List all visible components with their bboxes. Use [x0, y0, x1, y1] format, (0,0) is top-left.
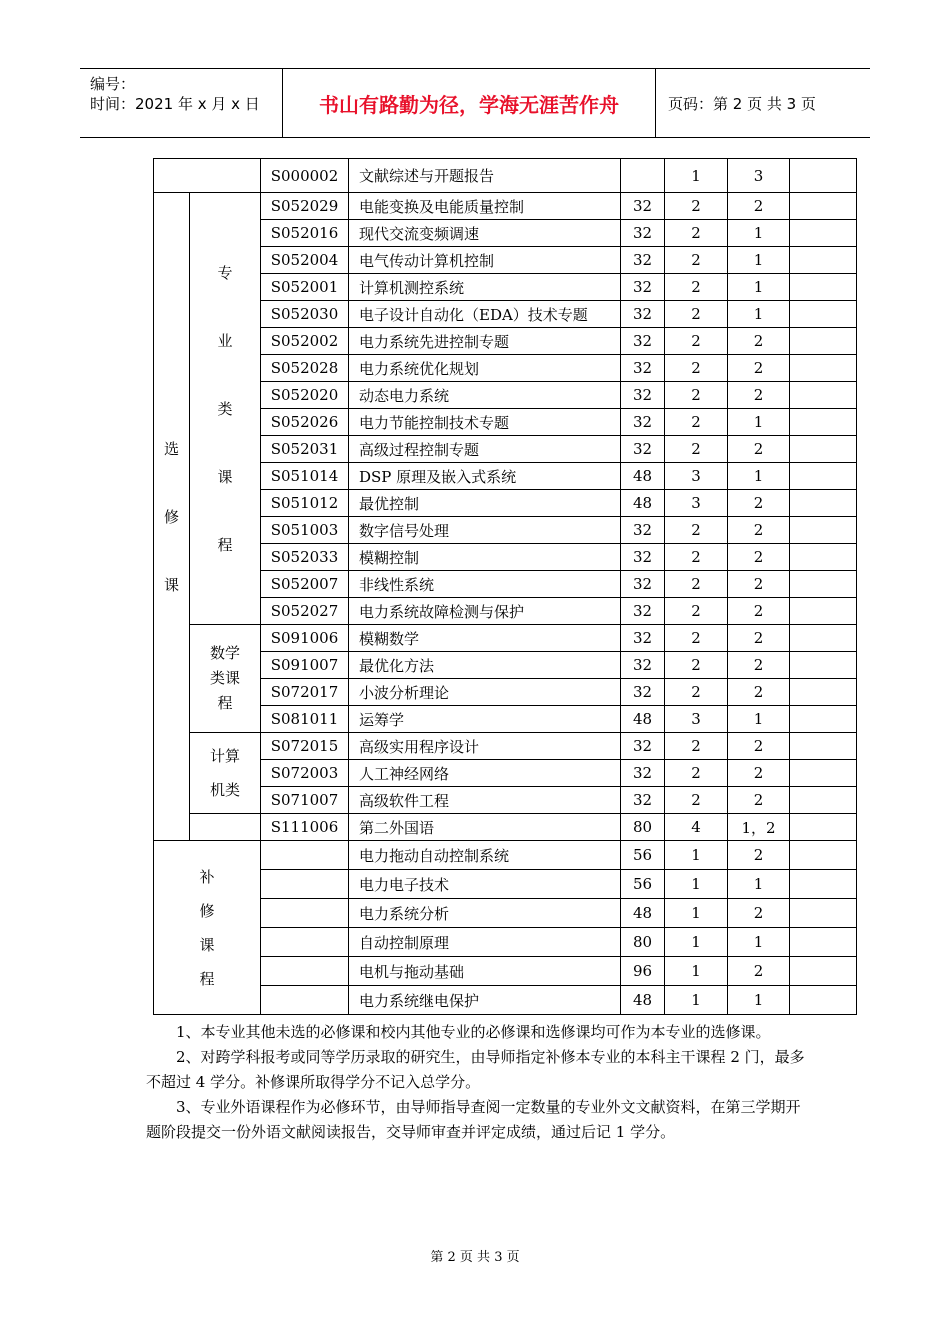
- table-row: [154, 625, 857, 652]
- course-name: 模糊控制: [349, 544, 621, 571]
- course-code: S052020: [261, 382, 349, 409]
- course-note: [790, 193, 857, 220]
- course-semester: 1: [728, 274, 790, 301]
- course-note: [790, 301, 857, 328]
- course-credits: 4: [665, 814, 728, 841]
- header-meta: [80, 69, 283, 137]
- course-semester: 1，2: [728, 814, 790, 841]
- course-hours: 80: [621, 928, 665, 957]
- course-name: 电力电子技术: [349, 870, 621, 899]
- table-row: [154, 159, 857, 193]
- course-code: S072003: [261, 760, 349, 787]
- course-hours: 32: [621, 220, 665, 247]
- group-label-char: 程: [217, 694, 233, 712]
- course-note: [790, 463, 857, 490]
- course-hours: 32: [621, 625, 665, 652]
- course-code: S052028: [261, 355, 349, 382]
- course-code: [261, 841, 349, 870]
- course-credits: 1: [665, 159, 728, 193]
- course-semester: 1: [728, 928, 790, 957]
- course-semester: 2: [728, 382, 790, 409]
- course-note: [790, 928, 857, 957]
- course-hours: 32: [621, 679, 665, 706]
- course-semester: 1: [728, 986, 790, 1015]
- course-name: 高级实用程序设计: [349, 733, 621, 760]
- course-semester: 2: [728, 571, 790, 598]
- course-code: S052029: [261, 193, 349, 220]
- group-label: [190, 193, 261, 625]
- course-name: 第二外国语: [349, 814, 621, 841]
- course-hours: 32: [621, 436, 665, 463]
- group-label-char: 修: [163, 507, 179, 526]
- course-credits: 2: [665, 382, 728, 409]
- course-name: 电力系统先进控制专题: [349, 328, 621, 355]
- course-name: 运筹学: [349, 706, 621, 733]
- group-label-char: 类课: [209, 669, 240, 687]
- course-semester: 1: [728, 463, 790, 490]
- course-credits: 3: [665, 706, 728, 733]
- course-code: S000002: [261, 159, 349, 193]
- course-name: 电力系统优化规划: [349, 355, 621, 382]
- course-hours: 48: [621, 706, 665, 733]
- course-credits: 2: [665, 328, 728, 355]
- course-code: [261, 986, 349, 1015]
- course-hours: 32: [621, 598, 665, 625]
- table-row: [154, 841, 857, 870]
- course-note: [790, 760, 857, 787]
- course-name: 电力系统继电保护: [349, 986, 621, 1015]
- course-semester: 2: [728, 652, 790, 679]
- course-name: 高级软件工程: [349, 787, 621, 814]
- course-note: [790, 490, 857, 517]
- course-credits: 1: [665, 870, 728, 899]
- group-label-char: 计算: [209, 747, 240, 765]
- course-code: [261, 928, 349, 957]
- course-hours: 56: [621, 841, 665, 870]
- course-name: 电力拖动自动控制系统: [349, 841, 621, 870]
- course-credits: 2: [665, 760, 728, 787]
- course-credits: 2: [665, 652, 728, 679]
- notes-section: [146, 1020, 814, 1145]
- course-name: 自动控制原理: [349, 928, 621, 957]
- course-semester: 2: [728, 355, 790, 382]
- group-label-text: [199, 860, 214, 996]
- course-hours: 32: [621, 760, 665, 787]
- course-hours: [621, 159, 665, 193]
- course-semester: 1: [728, 870, 790, 899]
- table-row: [154, 193, 857, 220]
- course-code: S081011: [261, 706, 349, 733]
- course-name: 电力节能控制技术专题: [349, 409, 621, 436]
- course-semester: 2: [728, 733, 790, 760]
- course-code: S071007: [261, 787, 349, 814]
- course-hours: 32: [621, 409, 665, 436]
- note-item: 2、对跨学科报考或同等学历录取的研究生，由导师指定补修本专业的本科主干课程 2 门，最多不超过 4 学分。补修课所取得学分不记入总学分。: [146, 1048, 805, 1091]
- course-code: S052030: [261, 301, 349, 328]
- course-code: S052026: [261, 409, 349, 436]
- course-semester: 1: [728, 220, 790, 247]
- course-hours: 48: [621, 899, 665, 928]
- course-note: [790, 957, 857, 986]
- course-name: 现代交流变频调速: [349, 220, 621, 247]
- course-code: S052001: [261, 274, 349, 301]
- course-code: S051012: [261, 490, 349, 517]
- course-hours: 32: [621, 301, 665, 328]
- header-motto: 书山有路勤为径，学海无涯苦作舟: [319, 92, 619, 117]
- header-page-info-cell: [656, 69, 870, 137]
- group-label-char: 程: [199, 969, 215, 988]
- course-credits: 2: [665, 733, 728, 760]
- course-note: [790, 870, 857, 899]
- course-code: S052004: [261, 247, 349, 274]
- course-credits: 2: [665, 193, 728, 220]
- course-credits: 2: [665, 517, 728, 544]
- course-code: S052016: [261, 220, 349, 247]
- course-hours: 32: [621, 787, 665, 814]
- course-hours: 48: [621, 986, 665, 1015]
- course-semester: 2: [728, 899, 790, 928]
- course-hours: 32: [621, 544, 665, 571]
- course-code: S052002: [261, 328, 349, 355]
- course-code: S091006: [261, 625, 349, 652]
- course-note: [790, 986, 857, 1015]
- course-code: S051014: [261, 463, 349, 490]
- course-code: S051003: [261, 517, 349, 544]
- course-name: 电力系统故障检测与保护: [349, 598, 621, 625]
- course-hours: 48: [621, 463, 665, 490]
- course-hours: 56: [621, 870, 665, 899]
- course-hours: 32: [621, 517, 665, 544]
- course-name: 模糊数学: [349, 625, 621, 652]
- course-code: [261, 957, 349, 986]
- course-name: 非线性系统: [349, 571, 621, 598]
- course-hours: 96: [621, 957, 665, 986]
- course-code: S072017: [261, 679, 349, 706]
- course-hours: 32: [621, 193, 665, 220]
- course-hours: 32: [621, 382, 665, 409]
- course-semester: 2: [728, 598, 790, 625]
- course-hours: 32: [621, 571, 665, 598]
- course-note: [790, 409, 857, 436]
- course-note: [790, 787, 857, 814]
- group-label-char: 业: [217, 331, 233, 350]
- course-credits: 2: [665, 571, 728, 598]
- course-semester: 1: [728, 706, 790, 733]
- course-name: 电机与拖动基础: [349, 957, 621, 986]
- course-semester: 2: [728, 490, 790, 517]
- course-credits: 2: [665, 625, 728, 652]
- document-time-label: 时间：2021 年 x 月 x 日: [90, 95, 260, 113]
- course-semester: 2: [728, 193, 790, 220]
- course-note: [790, 159, 857, 193]
- page-header: [80, 68, 870, 138]
- note-item: 1、本专业其他未选的必修课和校内其他专业的必修课和选修课均可作为本专业的选修课。: [176, 1023, 771, 1041]
- table-row: [154, 814, 857, 841]
- group-label: [154, 841, 261, 1015]
- course-credits: 2: [665, 436, 728, 463]
- course-code: S111006: [261, 814, 349, 841]
- course-credits: 3: [665, 490, 728, 517]
- course-name: 人工神经网络: [349, 760, 621, 787]
- course-semester: 2: [728, 517, 790, 544]
- course-name: 高级过程控制专题: [349, 436, 621, 463]
- group-label-text: [217, 239, 232, 579]
- course-credits: 2: [665, 220, 728, 247]
- course-name: 小波分析理论: [349, 679, 621, 706]
- course-name: 动态电力系统: [349, 382, 621, 409]
- course-credits: 3: [665, 463, 728, 490]
- course-semester: 2: [728, 328, 790, 355]
- course-credits: 1: [665, 957, 728, 986]
- course-hours: 48: [621, 490, 665, 517]
- course-semester: 2: [728, 841, 790, 870]
- group-label-text: [210, 641, 240, 716]
- course-note: [790, 706, 857, 733]
- course-name: 电气传动计算机控制: [349, 247, 621, 274]
- group-label-char: 数学: [209, 644, 240, 662]
- course-semester: 1: [728, 247, 790, 274]
- course-note: [790, 544, 857, 571]
- course-credits: 1: [665, 841, 728, 870]
- course-hours: 32: [621, 733, 665, 760]
- group-label-char: 选: [163, 439, 179, 458]
- course-semester: 2: [728, 957, 790, 986]
- course-semester: 2: [728, 679, 790, 706]
- page-footer: 第 2 页 共 3 页: [430, 1250, 520, 1265]
- group-label: [190, 733, 261, 814]
- course-credits: 2: [665, 544, 728, 571]
- course-credits: 2: [665, 409, 728, 436]
- course-credits: 1: [665, 986, 728, 1015]
- course-note: [790, 899, 857, 928]
- course-name: 电能变换及电能质量控制: [349, 193, 621, 220]
- course-hours: 32: [621, 274, 665, 301]
- course-semester: 2: [728, 625, 790, 652]
- course-credits: 1: [665, 928, 728, 957]
- course-note: [790, 274, 857, 301]
- course-credits: 2: [665, 598, 728, 625]
- course-semester: 2: [728, 760, 790, 787]
- group-label-char: 修: [199, 901, 215, 920]
- course-name: 最优化方法: [349, 652, 621, 679]
- course-semester: 2: [728, 436, 790, 463]
- course-name: DSP 原理及嵌入式系统: [349, 463, 621, 490]
- blank-cell: [154, 159, 261, 193]
- course-name: 最优控制: [349, 490, 621, 517]
- course-code: S072015: [261, 733, 349, 760]
- course-code: S091007: [261, 652, 349, 679]
- course-hours: 80: [621, 814, 665, 841]
- course-note: [790, 652, 857, 679]
- course-note: [790, 247, 857, 274]
- course-name: 数字信号处理: [349, 517, 621, 544]
- course-semester: 2: [728, 544, 790, 571]
- course-credits: 2: [665, 679, 728, 706]
- course-hours: 32: [621, 247, 665, 274]
- course-note: [790, 436, 857, 463]
- course-credits: 2: [665, 247, 728, 274]
- course-hours: 32: [621, 652, 665, 679]
- course-note: [790, 625, 857, 652]
- note-item: 3、专业外语课程作为必修环节，由导师指导查阅一定数量的专业外文文献资料，在第三学期开题阶段提交一份外语文献阅读报告，交导师审查并评定成绩，通过后记 1 学分。: [146, 1098, 801, 1141]
- course-note: [790, 814, 857, 841]
- course-credits: 2: [665, 355, 728, 382]
- course-semester: 1: [728, 301, 790, 328]
- course-code: S052031: [261, 436, 349, 463]
- group-label-char: 补: [199, 867, 215, 886]
- course-credits: 1: [665, 899, 728, 928]
- course-code: [261, 870, 349, 899]
- group-label-char: 专: [217, 263, 233, 282]
- course-name: 计算机测控系统: [349, 274, 621, 301]
- course-hours: 32: [621, 355, 665, 382]
- blank-cell: [190, 814, 261, 841]
- course-credits: 2: [665, 787, 728, 814]
- course-semester: 3: [728, 159, 790, 193]
- course-note: [790, 328, 857, 355]
- group-label-char: 课: [163, 575, 179, 594]
- table-row: [154, 733, 857, 760]
- course-table: [153, 158, 857, 1015]
- group-label-char: 机类: [209, 781, 240, 799]
- course-credits: 2: [665, 274, 728, 301]
- header-page-info: 页码：第 2 页 共 3 页: [668, 94, 816, 113]
- course-semester: 1: [728, 409, 790, 436]
- document-number-label: 编号：: [90, 75, 136, 93]
- course-code: [261, 899, 349, 928]
- course-code: S052007: [261, 571, 349, 598]
- course-credits: 2: [665, 301, 728, 328]
- group-label-char: 类: [217, 399, 233, 418]
- group-label-text: [210, 739, 240, 807]
- course-hours: 32: [621, 328, 665, 355]
- course-note: [790, 355, 857, 382]
- course-semester: 2: [728, 787, 790, 814]
- group-label: [190, 625, 261, 733]
- group-label-char: 程: [217, 535, 233, 554]
- course-note: [790, 598, 857, 625]
- course-note: [790, 571, 857, 598]
- course-note: [790, 517, 857, 544]
- group-label-char: 课: [217, 467, 233, 486]
- course-code: S052027: [261, 598, 349, 625]
- course-note: [790, 382, 857, 409]
- course-table-body: [154, 159, 857, 1015]
- course-name: 电子设计自动化（EDA）技术专题: [349, 301, 621, 328]
- course-note: [790, 220, 857, 247]
- course-code: S052033: [261, 544, 349, 571]
- group-label: [154, 193, 190, 841]
- course-note: [790, 733, 857, 760]
- course-note: [790, 841, 857, 870]
- group-label-char: 课: [199, 935, 215, 954]
- course-name: 文献综述与开题报告: [349, 159, 621, 193]
- course-note: [790, 679, 857, 706]
- header-motto-cell: [283, 69, 656, 137]
- course-name: 电力系统分析: [349, 899, 621, 928]
- group-label-text: [164, 415, 179, 619]
